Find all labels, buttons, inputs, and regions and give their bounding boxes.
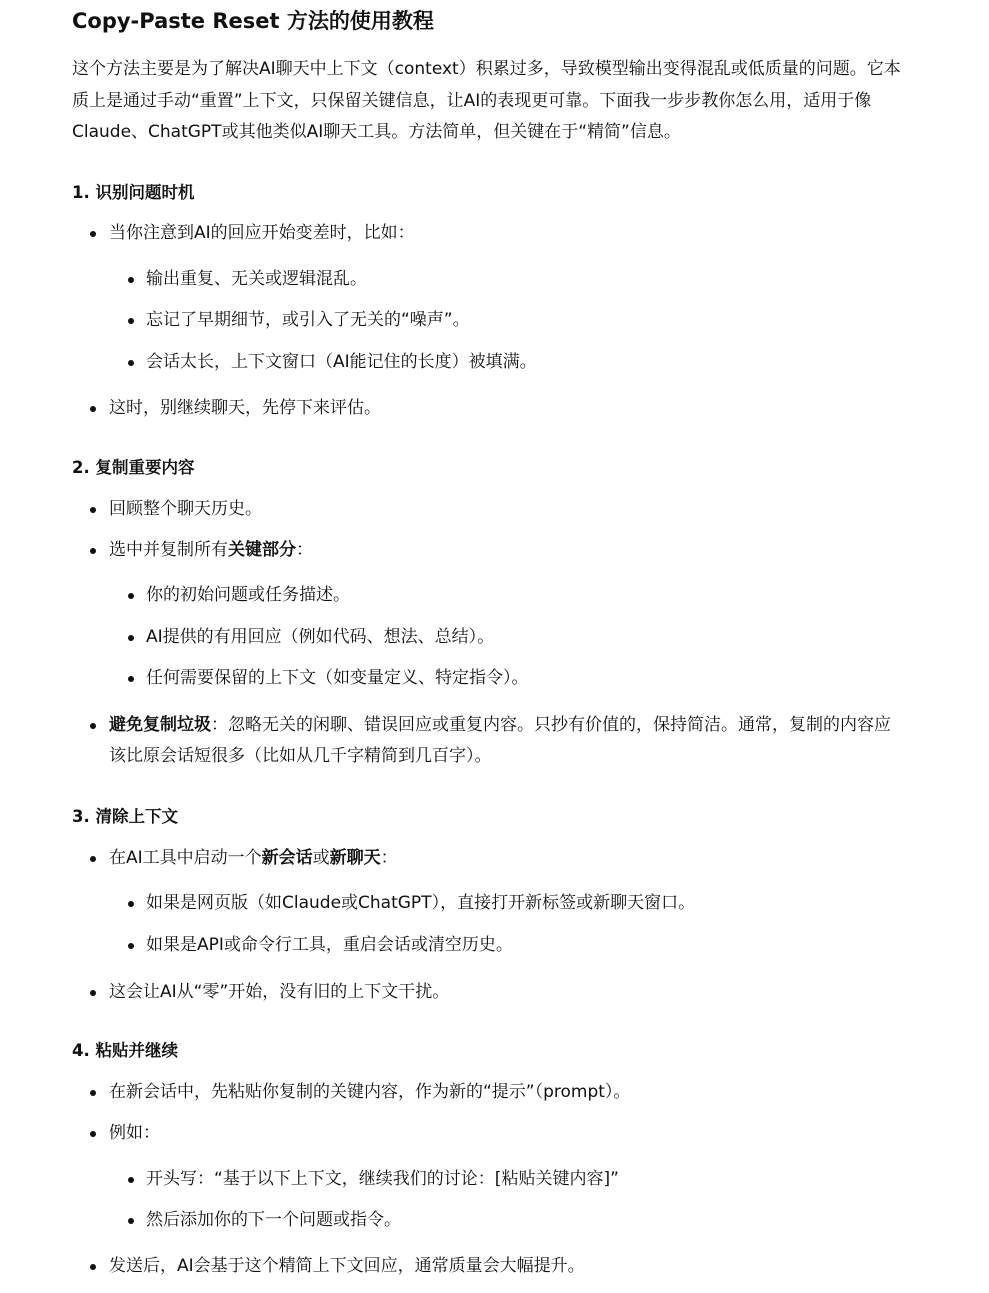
- sub-list-item: [146, 930, 513, 961]
- list-item: [109, 494, 262, 525]
- list-item-text: 忘记了早期细节，或引入了无关的“噪声”。: [146, 310, 470, 330]
- bullet-icon: [90, 856, 96, 862]
- list-item-text: 或: [312, 848, 330, 868]
- section-heading-copy: 2. 复制重要内容: [72, 458, 195, 477]
- list-item: [109, 710, 891, 772]
- list-item: [109, 1118, 160, 1149]
- bullet-icon: [128, 1177, 134, 1183]
- list-item: [109, 1077, 630, 1108]
- list-item-text: 在AI工具中启动一个: [109, 848, 262, 868]
- bullet-icon: [128, 943, 134, 949]
- bullet-icon: [90, 231, 96, 237]
- sub-list-item: [146, 1164, 619, 1195]
- list-item: [109, 535, 313, 566]
- list-item-text: 你的初始问题或任务描述。: [146, 585, 350, 605]
- section-heading-paste: 4. 粘贴并继续: [72, 1041, 178, 1060]
- list-item-text: 任何需要保留的上下文（如变量定义、特定指令）。: [146, 668, 529, 688]
- list-item-text: 回顾整个聊天历史。: [109, 499, 262, 519]
- sub-list-item: [146, 888, 695, 919]
- list-item-text: 选中并复制所有: [109, 540, 228, 560]
- bullet-icon: [90, 990, 96, 996]
- list-item-text: 输出重复、无关或逻辑混乱。: [146, 269, 367, 289]
- bold-text: 关键部分: [228, 540, 296, 560]
- list-item-text: 例如：: [109, 1123, 160, 1143]
- bullet-icon: [90, 723, 96, 729]
- sub-list-item: [146, 264, 367, 295]
- intro-line: Claude、ChatGPT或其他类似AI聊天工具。方法简单，但关键在于“精简”信息。: [72, 122, 681, 142]
- bold-text: 新聊天: [329, 848, 381, 868]
- list-item-text: 这会让AI从“零”开始，没有旧的上下文干扰。: [109, 982, 450, 1002]
- list-item-text: 然后添加你的下一个问题或指令。: [146, 1210, 401, 1230]
- list-item-text: 如果是API或命令行工具，重启会话或清空历史。: [146, 935, 513, 955]
- section-heading-clear: 3. 清除上下文: [72, 807, 178, 826]
- sub-list-item: [146, 622, 494, 653]
- list-item-text: ：: [296, 540, 313, 560]
- sub-list-item: [146, 1205, 401, 1236]
- list-item: [109, 843, 398, 874]
- intro-paragraph: [72, 54, 972, 149]
- bullet-icon: [90, 1264, 96, 1270]
- sub-list-item: [146, 580, 350, 611]
- bullet-icon: [128, 318, 134, 324]
- list-item: [109, 393, 381, 424]
- list-item-text: 当你注意到AI的回应开始变差时，比如：: [109, 223, 415, 243]
- page-title: Copy-Paste Reset 方法的使用教程: [72, 9, 434, 33]
- bullet-icon: [128, 676, 134, 682]
- bullet-icon: [90, 406, 96, 412]
- sub-list-item: [146, 305, 470, 336]
- sub-list-item: [146, 663, 529, 694]
- sub-list-item: [146, 347, 537, 378]
- section-heading-identify: 1. 识别问题时机: [72, 183, 195, 202]
- bullet-icon: [90, 1131, 96, 1137]
- bullet-icon: [128, 593, 134, 599]
- bullet-icon: [128, 277, 134, 283]
- bold-text: 避免复制垃圾: [109, 715, 211, 735]
- bold-text: 新会话: [261, 848, 313, 868]
- list-item-line: 该比原会话短很多（比如从几千字精简到几百字）。: [109, 746, 492, 766]
- list-item-line: [109, 710, 891, 741]
- list-item-text: AI提供的有用回应（例如代码、想法、总结）。: [146, 627, 495, 647]
- bullet-icon: [128, 901, 134, 907]
- intro-line: 这个方法主要是为了解决AI聊天中上下文（context）积累过多，导致模型输出变得混乱或低质量的问题。它本: [72, 59, 901, 79]
- bullet-icon: [128, 1218, 134, 1224]
- list-item-text: 在新会话中，先粘贴你复制的关键内容，作为新的“提示”（prompt）。: [109, 1082, 631, 1102]
- bullet-icon: [128, 635, 134, 641]
- intro-line: 质上是通过手动“重置”上下文，只保留关键信息，让AI的表现更可靠。下面我一步步教你怎么用，适用于像: [72, 90, 872, 111]
- list-item-text: 发送后，AI会基于这个精简上下文回应，通常质量会大幅提升。: [109, 1256, 585, 1276]
- bullet-icon: [90, 1090, 96, 1096]
- list-item-text: ：: [380, 848, 398, 868]
- list-item: [109, 218, 415, 249]
- bullet-icon: [90, 548, 96, 554]
- bullet-icon: [128, 360, 134, 366]
- list-item-text: ：忽略无关的闲聊、错误回应或重复内容。只抄有价值的，保持简洁。通常，复制的内容应: [211, 715, 891, 735]
- list-item-text: 开头写：“基于以下上下文，继续我们的讨论：[粘贴关键内容]”: [146, 1169, 619, 1189]
- list-item: [109, 977, 449, 1008]
- bullet-icon: [90, 507, 96, 513]
- list-item-text: 如果是网页版（如Claude或ChatGPT），直接打开新标签或新聊天窗口。: [146, 893, 696, 913]
- list-item-text: 会话太长，上下文窗口（AI能记住的长度）被填满。: [146, 352, 537, 372]
- list-item: [109, 1251, 585, 1282]
- list-item-text: 这时，别继续聊天，先停下来评估。: [109, 398, 381, 418]
